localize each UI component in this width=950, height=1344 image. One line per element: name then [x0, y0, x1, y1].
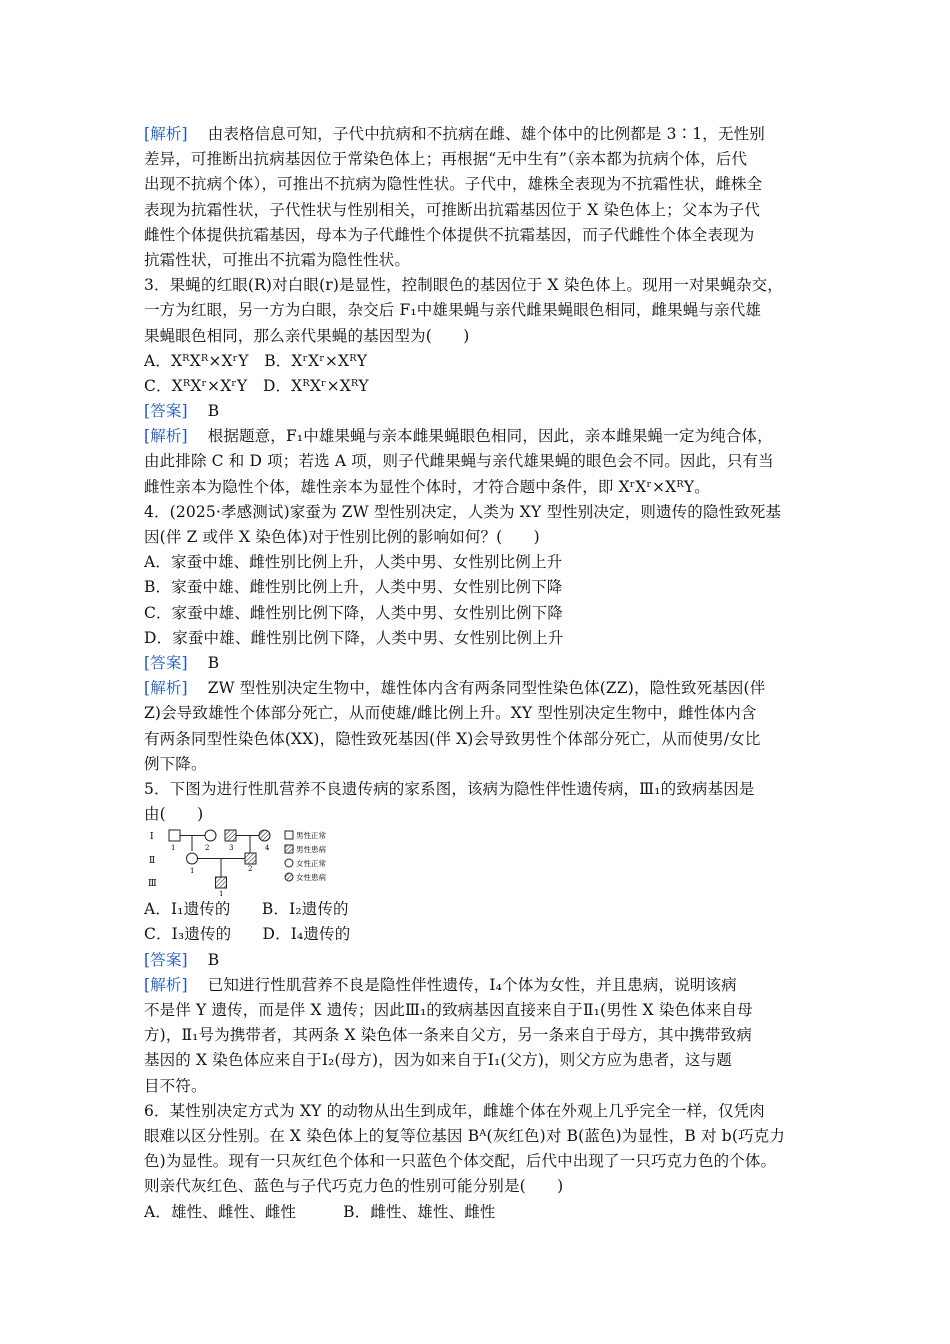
legend-label: 女性患病 [296, 873, 326, 883]
option-line: C．Ⅰ₃遗传的 D．Ⅰ₄遗传的 [144, 925, 351, 944]
analysis-line: 方)，Ⅱ₁号为携带者，其两条 X 染色体一条来自父方，另一条来自于母方，其中携带致病 [144, 1026, 752, 1045]
analysis-line: [解析] ZW 型性别决定生物中，雄性体内含有两条同型性染色体(ZZ)，隐性致死基因(伴 [144, 679, 766, 698]
analysis-line: 出现不抗病个体），可推出不抗病为隐性性状。子代中，雄株全表现为不抗霜性状，雌株全 [144, 175, 763, 194]
question-stem: 色)为显性。现有一只灰红色个体和一只蓝色个体交配，后代中出现了一只巧克力色的个体。 [144, 1152, 777, 1171]
normal-female-symbol [187, 853, 198, 864]
option-line: D．家蚕中雄、雌性别比例下降，人类中男、女性别比例上升 [144, 628, 564, 647]
answer-line [144, 651, 824, 676]
gen-label-2: Ⅱ [149, 856, 156, 867]
legend-label: 男性正常 [296, 831, 326, 841]
ped-num: 1 [219, 890, 224, 898]
legend-normal-male-icon [285, 831, 293, 839]
analysis-line: [解析] 已知进行性肌营养不良是隐性伴性遗传，Ⅰ₄个体为女性，并且患病，说明该病 [144, 975, 737, 994]
ped-num: 4 [265, 844, 270, 853]
pedigree-figure [144, 827, 824, 897]
question-stem: 则亲代灰红色、蓝色与子代巧克力色的性别可能分别是( ) [144, 1177, 564, 1196]
analysis-line: 有两条同型性染色体(XX)，隐性致死基因(伴 X)会导致男性个体部分死亡，从而使男/女比 [144, 729, 761, 748]
legend-label: 女性正常 [296, 859, 326, 869]
question-stem: 眼难以区分性别。在 X 染色体上的复等位基因 Bᴬ(灰红色)对 B(蓝色)为显性，B 对 b(巧克力 [144, 1126, 785, 1145]
option-line: A．雄性、雌性、雌性 B．雌性、雄性、雌性 [144, 1202, 496, 1221]
document-page [144, 122, 824, 1225]
question-stem: 因(伴 Z 或伴 X 染色体)对于性别比例的影响如何？( ) [144, 528, 540, 546]
answer-value: B [207, 402, 220, 421]
option-line: A．家蚕中雄、雌性别比例上升，人类中男、女性别比例上升 [144, 553, 563, 572]
analysis-line: 例下降。 [144, 754, 207, 773]
gen-label-3: Ⅲ [148, 879, 157, 890]
question-stem: 5．下图为进行性肌营养不良遗传病的家系图，该病为隐性伴性遗传病，Ⅲ₁的致病基因是 [144, 779, 755, 798]
ped-num: 1 [190, 867, 195, 876]
analysis-line: Z)会导致雄性个体部分死亡，从而使雄/雌比例上升。XY 型性别决定生物中，雌性体内含 [144, 704, 757, 723]
legend-normal-female-icon [285, 859, 293, 867]
affected-female-symbol [259, 830, 270, 841]
gen-label-1: Ⅰ [150, 832, 154, 843]
answer-line [144, 948, 824, 973]
legend-affected-male-icon [285, 845, 293, 853]
option-line: C．家蚕中雄、雌性别比例下降，人类中男、女性别比例下降 [144, 603, 563, 622]
analysis-line: 雌性亲本为隐性个体，雄性亲本为显性个体时，才符合题中条件，即 XʳXʳ×XᴿY。 [144, 477, 710, 496]
analysis-line: 雌性个体提供抗霜基因，母本为子代雌性个体提供不抗霜基因，而子代雌性个体全表现为 [144, 225, 755, 244]
analysis-tag: [解析] [144, 975, 188, 994]
analysis-line: 基因的 X 染色体应来自于Ⅰ₂(母方)，因为如来自于Ⅰ₁(父方)，则父方应为患者，这与题 [144, 1051, 732, 1070]
analysis-line: 抗霜性状，可推出不抗霜为隐性性状。 [144, 250, 411, 269]
question-stem: 一方为红眼，另一方为白眼，杂交后 F₁中雄果蝇与亲代雌果蝇眼色相同，雌果蝇与亲代雄 [144, 301, 762, 320]
analysis-tag: [解析] [144, 427, 188, 446]
question-stem: 6．某性别决定方式为 XY 的动物从出生到成年，雌雄个体在外观上几乎完全一样，仅凭肉 [144, 1101, 765, 1120]
question-stem: 由( ) [144, 805, 204, 824]
ped-num: 2 [248, 865, 253, 874]
ped-num: 3 [229, 844, 234, 853]
affected-male-symbol [216, 877, 227, 888]
question-stem: 果蝇眼色相同，那么亲代果蝇的基因型为( ) [144, 326, 470, 345]
analysis-line: 不是伴 Y 遗传，而是伴 X 遗传；因此Ⅲ₁的致病基因直接来自于Ⅱ₁(男性 X 染色体来自母 [144, 1001, 753, 1019]
option-line: A．Ⅰ₁遗传的 B．Ⅰ₂遗传的 [144, 900, 349, 919]
analysis-line: [解析] 根据题意，F₁中雄果蝇与亲本雌果蝇眼色相同，因此，亲本雌果蝇一定为纯合体， [144, 427, 773, 446]
ped-num: 2 [205, 844, 210, 853]
question-stem: 3．果蝇的红眼(R)对白眼(r)是显性，控制眼色的基因位于 X 染色体上。现用一对果蝇杂交， [144, 276, 783, 295]
pedigree-chart [144, 827, 384, 897]
answer-value: B [207, 950, 220, 969]
analysis-line: [解析] 由表格信息可知，子代中抗病和不抗病在雌、雄个体中的比例都是 3∶1，无性别 [144, 125, 765, 143]
ped-num: 1 [171, 844, 176, 853]
analysis-line: 目不符。 [144, 1076, 207, 1095]
analysis-line: 由此排除 C 和 D 项；若选 A 项，则子代雌果蝇与亲代雄果蝇的眼色会不同。因此，只有当 [144, 452, 774, 471]
answer-tag: [答案] [144, 402, 188, 421]
analysis-line: 差异，可推断出抗病基因位于常染色体上；再根据“无中生有”（亲本都为抗病个体，后代 [144, 150, 748, 169]
answer-tag: [答案] [144, 950, 188, 969]
legend-label: 男性患病 [296, 845, 326, 855]
answer-value: B [207, 653, 220, 672]
question-stem: 4．(2025·孝感测试)家蚕为 ZW 型性别决定，人类为 XY 型性别决定，则遗传的隐性致死基 [144, 502, 782, 521]
normal-male-symbol [169, 830, 180, 841]
affected-male-symbol [245, 853, 256, 864]
analysis-tag: [解析] [144, 679, 188, 698]
option-line: B．家蚕中雄、雌性别比例上升，人类中男、女性别比例下降 [144, 578, 563, 597]
answer-tag: [答案] [144, 653, 188, 672]
normal-female-symbol [205, 830, 216, 841]
legend-affected-female-icon [285, 873, 293, 881]
affected-male-symbol [225, 830, 236, 841]
option-line: C．XᴿXʳ×XʳY D．XᴿXʳ×XᴿY [144, 376, 369, 395]
answer-line [144, 399, 824, 424]
analysis-line: 表现为抗霜性状，子代性状与性别相关，可推断出抗霜基因位于 X 染色体上；父本为子代 [144, 200, 761, 219]
option-line: A．XᴿXᴿ×XʳY B．XʳXʳ×XᴿY [144, 351, 368, 370]
analysis-tag: [解析] [144, 125, 188, 143]
